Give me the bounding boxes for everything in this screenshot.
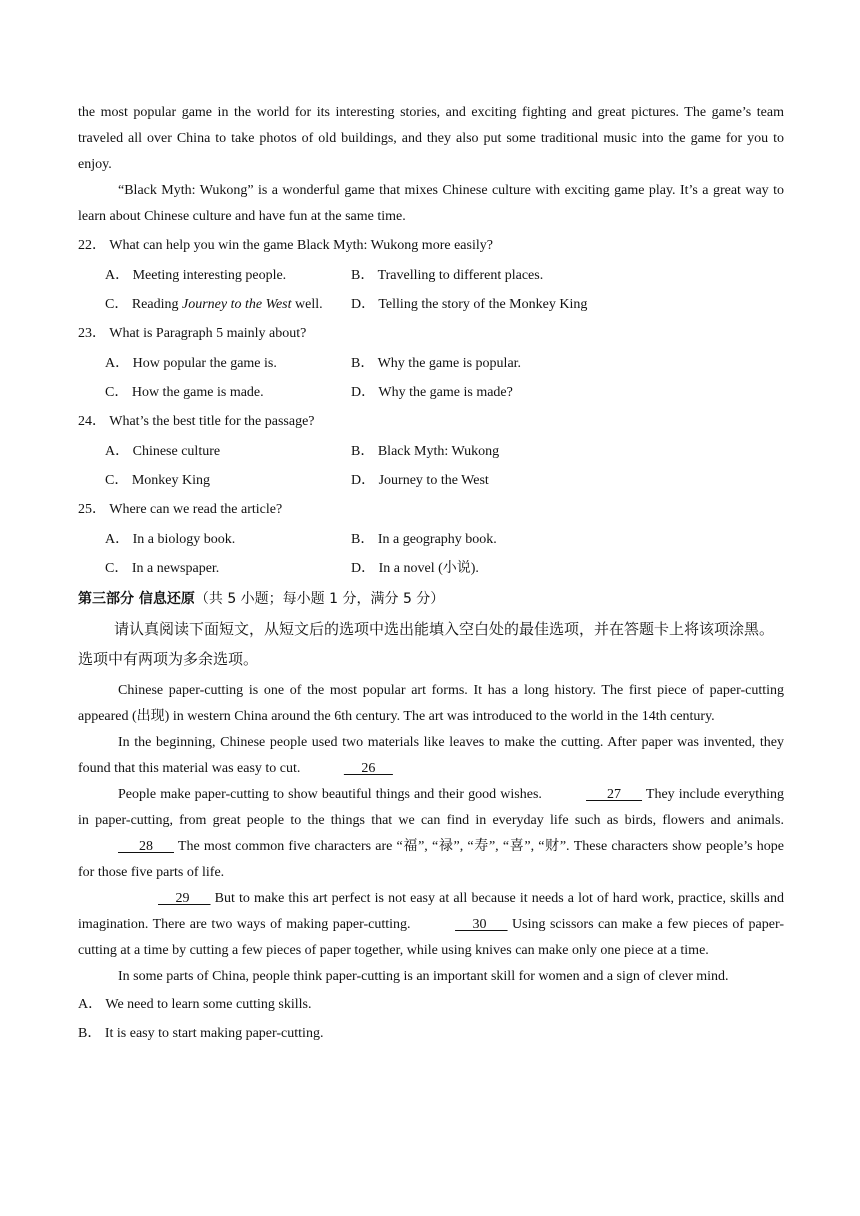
option-d: D． In a novel (小说). [351,561,479,577]
option-a: A． In a biology book. [105,531,236,547]
paragraph-text: But to make this art perfect is not easy at all because it needs a lot of hard work, practice, skills and imagination. There are two ways of making paper-cutting. [78,891,784,932]
option-d: D． Journey to the West [351,473,489,489]
passage-paragraph-5: In some parts of China, people think paper-cutting is an important skill for women and a sign of clever mind. [118,969,729,984]
option-c-suffix: well. [291,297,323,313]
blank-30: 30 [455,917,508,932]
passage-paragraph-4 [78,886,784,964]
paragraph-text: The most common five characters are “福”, “禄”, “寿”, “喜”, “财”. These characters show people’s hope for those five parts of life. [78,839,784,880]
option-d: D． Why the game is made? [351,385,513,401]
option-c: C． In a newspaper. [105,561,220,577]
passage-paragraph-3 [78,782,784,886]
question-stem: 24． What’s the best title for the passage? [78,414,315,429]
option-a: A． Meeting interesting people. [105,267,287,283]
choice-a: A． We need to learn some cutting skills. [78,997,312,1012]
question-22 [78,233,784,318]
section-heading [78,586,784,612]
blank-29: 29 [158,891,211,906]
question-25 [78,497,784,582]
option-b: B． Why the game is popular. [351,355,522,371]
paragraph-text: People make paper-cutting to show beautiful things and their good wishes. [118,787,547,802]
section-title: 第三部分 信息还原 [78,591,195,607]
option-c [78,293,351,313]
option-c: C． How the game is made. [105,385,264,401]
option-d: D． Telling the story of the Monkey King [351,297,588,313]
blank-26: 26 [343,761,393,776]
book-title-italic: Journey to the West [182,297,292,313]
option-c: C． Monkey King [105,473,210,489]
paragraph-text: In the beginning, Chinese people used two materials like leaves to make the cutting. After paper was invented, they found that this material was easy to cut. [78,735,784,776]
section-instruction: 请认真阅读下面短文，从短文后的选项中选出能填入空白处的最佳选项，并在答题卡上将该项涂黑。选项中有两项为多余选项。 [78,620,775,668]
blank-28: 28 [118,839,174,854]
option-a: A． How popular the game is. [105,355,277,371]
question-23 [78,321,784,406]
blank-27: 27 [586,787,643,802]
passage-paragraph-1: Chinese paper-cutting is one of the most popular art forms. It has a long history. The first piece of paper-cutting appeared (出现) in western China around the 6th century. The art was introduced to the world in the 14th century. [78,683,784,724]
question-24 [78,409,784,494]
paragraph-text: Using scissors can make a few pieces of paper-cutting at a time by cutting a few pieces of paper together, while using knives can make only one piece at a time. [78,917,784,958]
question-stem: 22． What can help you win the game Black Myth: Wukong more easily? [78,238,493,253]
passage-paragraph-2 [78,730,784,782]
option-a: A． Chinese culture [105,443,221,459]
option-b: B． Travelling to different places. [351,267,544,283]
paragraph-text: They include everything in paper-cutting, from great people to the things that we can find in everyday life such as birds, flowers and animals. [78,787,784,828]
option-b: B． Black Myth: Wukong [351,443,500,459]
question-stem: 23． What is Paragraph 5 mainly about? [78,326,307,341]
section-score-info: （共 5 小题；每小题 1 分，满分 5 分） [194,591,445,607]
document-page [78,100,784,1048]
choice-b: B． It is easy to start making paper-cutting. [78,1026,324,1041]
paragraph-continued: the most popular game in the world for its interesting stories, and exciting fighting and great pictures. The game’s team traveled all over China to take photos of old buildings, and they also put some traditional music into the game for you to enjoy. [78,105,784,172]
paragraph-conclusion: “Black Myth: Wukong” is a wonderful game that mixes Chinese culture with exciting game play. It’s a great way to learn about Chinese culture and have fun at the same time. [78,183,784,224]
question-stem: 25． Where can we read the article? [78,502,283,517]
option-b: B． In a geography book. [351,531,497,547]
option-c-prefix: C． Reading [105,297,182,313]
